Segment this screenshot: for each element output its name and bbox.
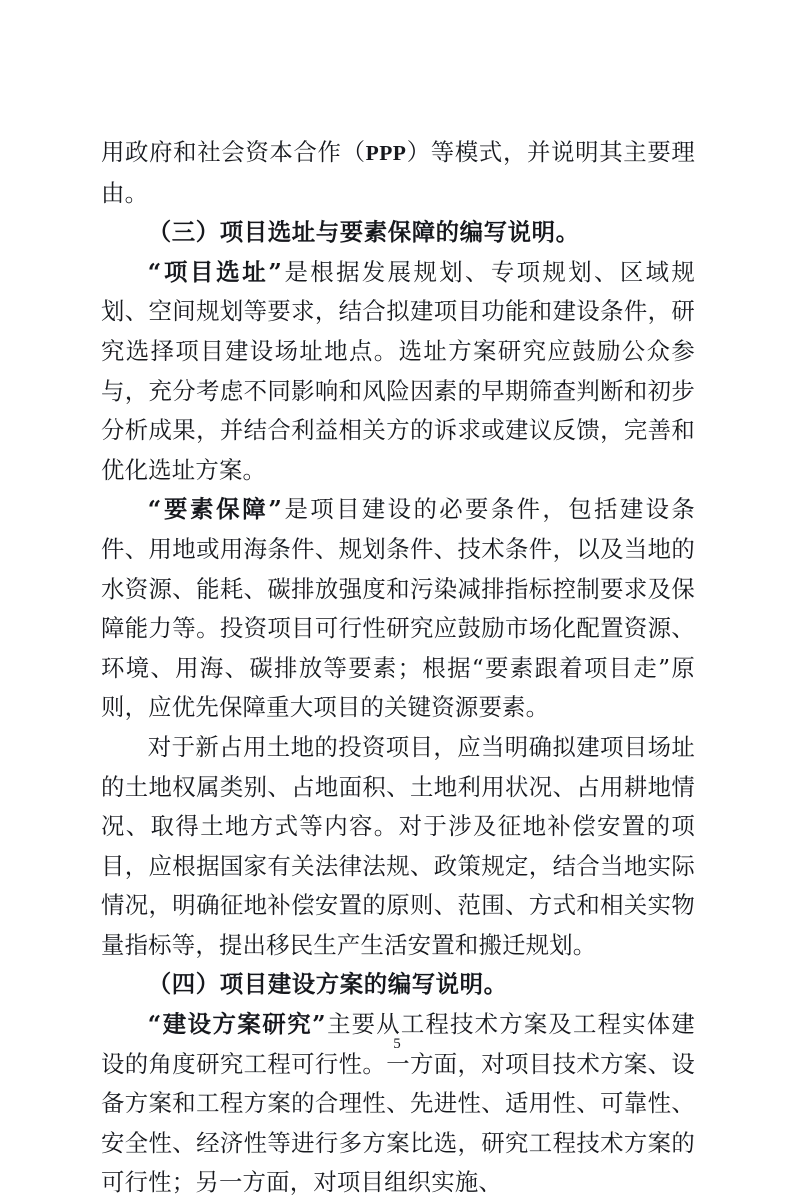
paragraph-text: 是根据发展规划、专项规划、区域规划、空间规划等要求，结合拟建项目功能和建设条件，研究选择项目建设场址地点。选址方案研究应鼓励公众参与，充分考虑不同影响和风险因素的早期筛查判断和初步分析成果，并结合利益相关方的诉求或建议反馈，完善和优化选址方案。	[101, 257, 695, 484]
paragraph-land-use	[101, 728, 695, 966]
paragraph-text-part-a: 用政府和社会资本合作（	[101, 138, 366, 166]
paragraph-element-guarantee	[101, 490, 695, 728]
emphasis-term-construction-plan: “建设方案研究”	[147, 1010, 327, 1039]
paragraph-text: 主要从工程技术方案及工程实体建设的角度研究工程可行性。一方面，对项目技术方案、设备方案和工程方案的合理性、先进性、适用性、可靠性、安全性、经济性等进行多方案比选，研究工程技术方案的可行性；另一方面，对项目组织实施、	[101, 1010, 695, 1197]
emphasis-term-element-guarantee: “要素保障”	[147, 495, 283, 524]
paragraph-text-part-b: ）等模式，并说明其主要理由。	[101, 138, 696, 207]
page-number: 5	[393, 1036, 401, 1052]
paragraph-text: 是项目建设的必要条件，包括建设条件、用地或用海条件、规划条件、技术条件，以及当地的水资源、能耗、碳排放强度和污染减排指标控制要求及保障能力等。投资项目可行性研究应鼓励市场化配置资源、环境、用海、碳排放等要素；根据“要素跟着项目走”原则，应优先保障重大项目的关键资源要素。	[101, 495, 695, 722]
paragraph-construction-plan	[101, 1005, 695, 1203]
paragraph-text: 对于新占用土地的投资项目，应当明确拟建项目场址的土地权属类别、占地面积、土地利用状况、占用耕地情况、取得土地方式等内容。对于涉及征地补偿安置的项目，应根据国家有关法律法规、政策规定，结合当地实际情况，明确征地补偿安置的原则、范围、方式和相关实物量指标等，提出移民生产生活安置和搬迁规划。	[101, 732, 695, 959]
section-heading-three: （三）项目选址与要素保障的编写说明。	[147, 218, 580, 247]
paragraph-continuation	[101, 133, 695, 213]
emphasis-term-site-selection: “项目选址”	[147, 257, 283, 286]
section-heading-four: （四）项目建设方案的编写说明。	[147, 970, 508, 999]
paragraph-site-selection	[101, 253, 695, 491]
ppp-abbreviation: PPP	[365, 141, 407, 165]
